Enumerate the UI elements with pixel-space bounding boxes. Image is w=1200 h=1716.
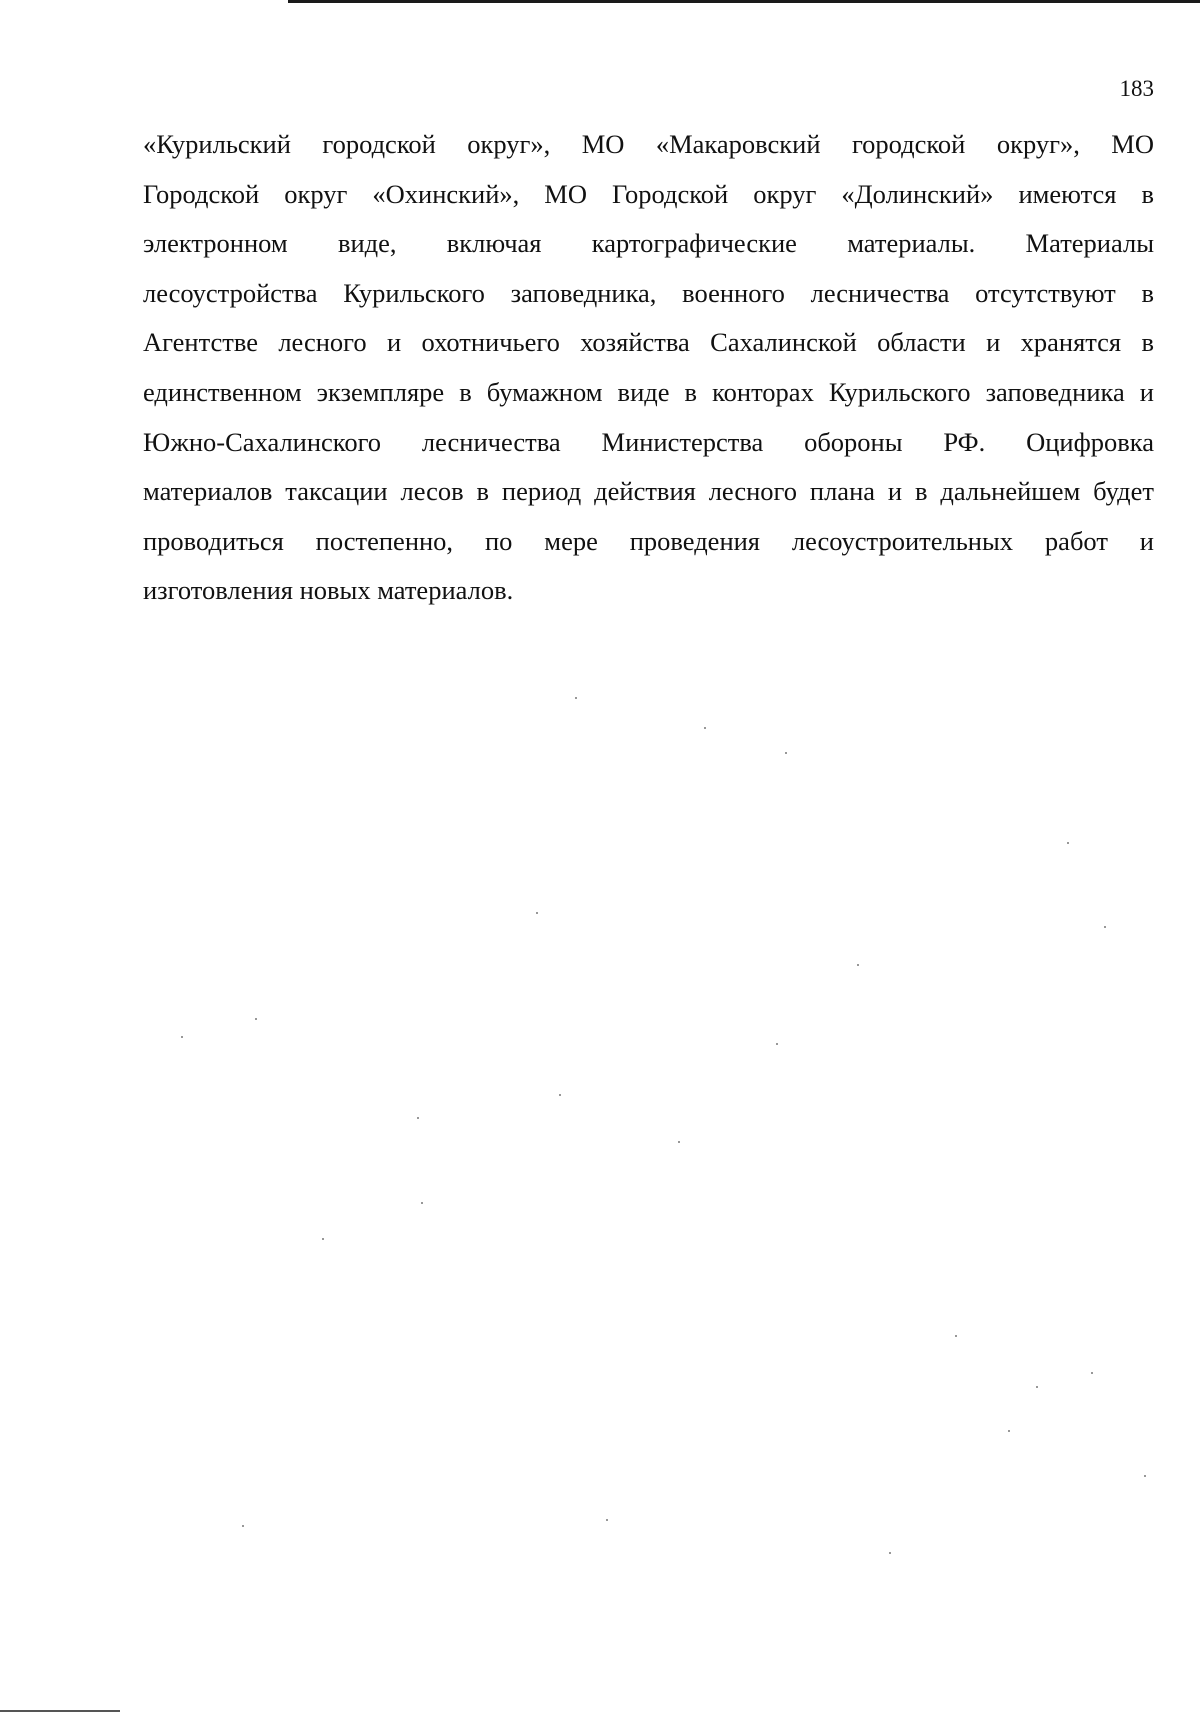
scan-speck bbox=[678, 1141, 680, 1143]
scan-speck bbox=[857, 964, 859, 966]
scan-speck bbox=[181, 1036, 183, 1038]
scan-speck bbox=[1067, 842, 1069, 844]
text-line: Городской округ «Охинский», МО Городской округ «Долинский» имеются в bbox=[143, 178, 1154, 209]
scan-speck bbox=[606, 1519, 608, 1521]
text-line: единственном экземпляре в бумажном виде в конторах Курильского заповедника и bbox=[143, 376, 1154, 407]
text-line: Южно-Сахалинского лесничества Министерства обороны РФ. Оцифровка bbox=[143, 426, 1154, 457]
bottom-edge-line bbox=[0, 1710, 120, 1712]
scan-speck bbox=[776, 1043, 778, 1045]
text-line: проводиться постепенно, по мере проведения лесоустроительных работ и bbox=[143, 525, 1154, 556]
text-line: лесоустройства Курильского заповедника, военного лесничества отсутствуют в bbox=[143, 277, 1154, 308]
text-line: изготовления новых материалов. bbox=[143, 575, 514, 606]
scan-speck bbox=[955, 1335, 957, 1337]
scan-speck bbox=[575, 697, 577, 699]
text-line: Агентстве лесного и охотничьего хозяйства Сахалинской области и хранятся в bbox=[143, 327, 1154, 358]
scan-speck bbox=[1144, 1475, 1146, 1477]
scan-speck bbox=[1091, 1372, 1093, 1374]
text-line: электронном виде, включая картографические материалы. Материалы bbox=[143, 228, 1154, 259]
scan-speck bbox=[255, 1018, 257, 1020]
scan-speck bbox=[704, 727, 706, 729]
page-number: 183 bbox=[1119, 76, 1154, 101]
text-line: «Курильский городской округ», МО «Макаровский городской округ», МО bbox=[143, 129, 1154, 159]
scan-speck bbox=[417, 1117, 419, 1119]
text-line: материалов таксации лесов в период действия лесного плана и в дальнейшем будет bbox=[143, 476, 1154, 507]
scan-speck bbox=[889, 1552, 891, 1554]
top-border-line bbox=[288, 0, 1200, 3]
scan-speck bbox=[536, 912, 538, 914]
scan-speck bbox=[1008, 1430, 1010, 1432]
scan-speck bbox=[421, 1202, 423, 1204]
scan-speck bbox=[242, 1525, 244, 1527]
scan-speck bbox=[785, 752, 787, 754]
scan-speck bbox=[1104, 926, 1106, 928]
body-paragraph bbox=[143, 120, 1154, 616]
scan-speck bbox=[1036, 1386, 1038, 1388]
scan-speck bbox=[322, 1238, 324, 1240]
scan-speck bbox=[559, 1094, 561, 1096]
